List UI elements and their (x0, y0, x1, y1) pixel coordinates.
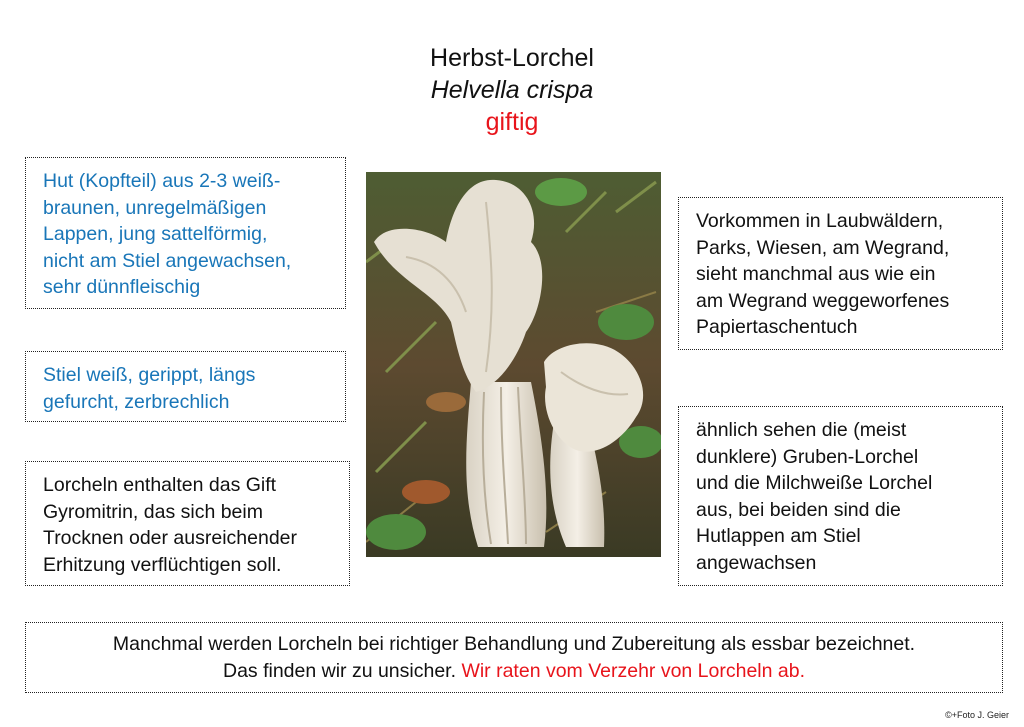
warning-text-black: Das finden wir zu unsicher. (222, 660, 457, 682)
text-line: angewachsen (696, 551, 817, 574)
text-line: Lorcheln enthalten das Gift (43, 474, 277, 496)
mushroom-common-name: Herbst-Lorchel (430, 44, 594, 72)
title-block (0, 42, 1024, 138)
text-line: und die Milchweiße Lorchel (696, 472, 933, 494)
text-line: braunen, unregelmäßigen (43, 196, 267, 219)
text-line: ähnlich sehen die (meist (696, 419, 907, 441)
photo-credit: ©+Foto J. Geier (945, 710, 1009, 720)
cap-description-box (25, 157, 346, 309)
toxin-info-box (25, 461, 350, 586)
warning-text-red: Wir raten vom Verzehr von Lorcheln ab. (461, 660, 806, 682)
edibility-warning-box (25, 622, 1003, 693)
text-line: Lappen, jung sattelförmig, (43, 223, 268, 245)
text-line: nicht am Stiel angewachsen, (43, 249, 292, 272)
stem-description-box (25, 351, 346, 422)
lookalike-box (678, 406, 1003, 586)
text-line: Stiel weiß, gerippt, längs (43, 364, 256, 386)
warning-line-1: Manchmal werden Lorcheln bei richtiger Behandlung und Zubereitung als essbar bezeichnet. (112, 633, 916, 655)
text-line: Vorkommen in Laubwäldern, (696, 210, 944, 232)
text-line: Parks, Wiesen, am Wegrand, (696, 236, 950, 259)
text-line: am Wegrand weggeworfenes (696, 289, 950, 312)
text-line: Papiertaschentuch (696, 316, 858, 338)
toxicity-label: giftig (485, 108, 539, 136)
text-line: sieht manchmal aus wie ein (696, 263, 936, 285)
text-line: Hutlappen am Stiel (696, 525, 861, 547)
text-line: aus, bei beiden sind die (696, 498, 901, 521)
habitat-box (678, 197, 1003, 350)
text-line: Hut (Kopfteil) aus 2-3 weiß- (43, 170, 281, 192)
mushroom-latin-name: Helvella crispa (430, 76, 594, 104)
text-line: Erhitzung verflüchtigen soll. (43, 553, 282, 576)
text-line: dunklere) Gruben-Lorchel (696, 445, 919, 468)
text-line: sehr dünnfleischig (43, 276, 201, 298)
warning-line-2 (26, 658, 1002, 685)
mushroom-photo (366, 172, 661, 557)
text-line: gefurcht, zerbrechlich (43, 390, 230, 413)
text-line: Gyromitrin, das sich beim (43, 500, 263, 523)
text-line: Trocknen oder ausreichender (43, 527, 298, 549)
